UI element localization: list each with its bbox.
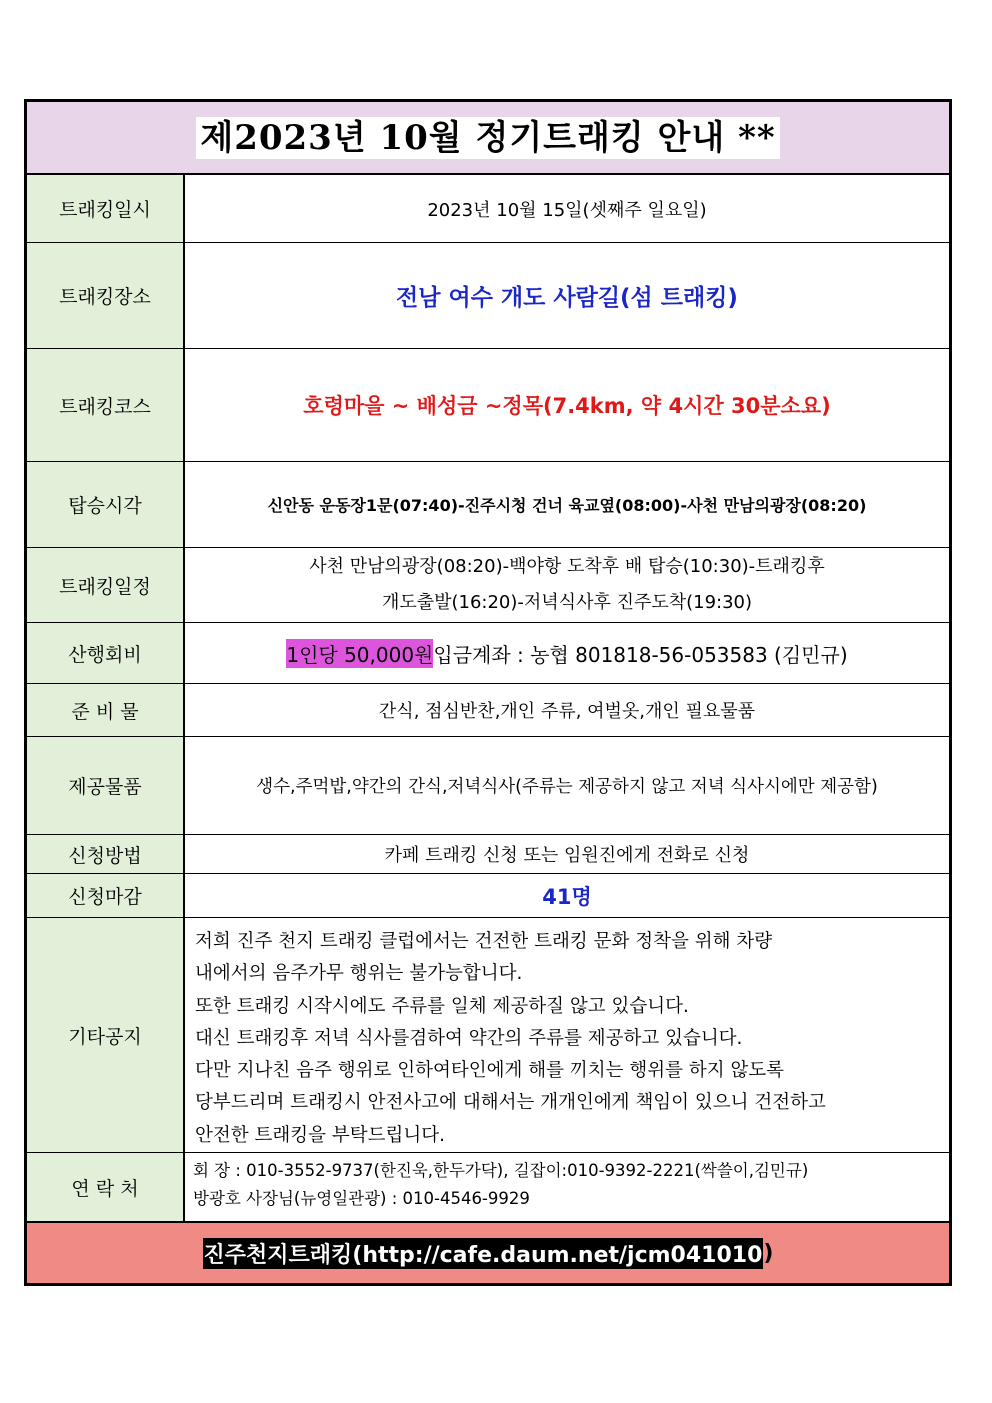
label-boarding: 탑승시각	[27, 462, 185, 547]
row-place	[27, 243, 949, 349]
schedule-line-1: 사천 만남의광장(08:20)-백야항 도착후 배 탑승(10:30)-트래킹후	[309, 556, 825, 577]
contact-line-2: 방광호 사장님(뉴영일관광) : 010-4546-9929	[193, 1189, 530, 1208]
footer-close-paren: )	[763, 1240, 774, 1266]
footer-banner	[27, 1221, 949, 1283]
fee-amount: 1인당 50,000원	[286, 639, 433, 668]
notice-line: 안전한 트래킹을 부탁드립니다.	[195, 1124, 445, 1146]
notice-line: 당부드리며 트래킹시 안전사고에 대해서는 개개인에게 책임이 있으니 건전하고	[195, 1092, 826, 1114]
value-contact	[185, 1153, 949, 1221]
row-notice	[27, 918, 949, 1153]
notice-line: 대신 트래킹후 저녁 식사를겸하여 약간의 주류를 제공하고 있습니다.	[195, 1027, 743, 1049]
label-prep: 준 비 물	[27, 684, 185, 736]
row-provided	[27, 737, 949, 835]
label-notice: 기타공지	[27, 918, 185, 1152]
row-fee	[27, 623, 949, 684]
value-schedule	[185, 548, 949, 622]
label-date: 트래킹일시	[27, 175, 185, 242]
value-course: 호령마을 ~ 배성금 ~정목(7.4km, 약 4시간 30분소요)	[303, 394, 831, 418]
label-fee: 산행회비	[27, 623, 185, 683]
label-provided: 제공물품	[27, 737, 185, 834]
notice-line: 또한 트래킹 시작시에도 주류를 일체 제공하질 않고 있습니다.	[195, 995, 689, 1017]
row-schedule	[27, 548, 949, 623]
notice-line: 다만 지나친 음주 행위로 인하여타인에게 해를 끼치는 행위를 하지 않도록	[195, 1060, 785, 1082]
page-title: 제2023년 10월 정기트래킹 안내 **	[196, 117, 779, 159]
schedule-line-2: 개도출발(16:20)-저녁식사후 진주도착(19:30)	[381, 592, 753, 613]
notice-sheet	[24, 99, 952, 1286]
row-prep	[27, 684, 949, 737]
value-prep: 간식, 점심반찬,개인 주류, 여벌옷,개인 필요물품	[378, 701, 756, 722]
contact-line-1: 회 장 : 010-3552-9737(한진욱,한두가닥), 길잡이:010-9392-2221(싹쓸이,김민규)	[193, 1161, 809, 1180]
row-boarding	[27, 462, 949, 548]
label-deadline: 신청마감	[27, 874, 185, 917]
label-place: 트래킹장소	[27, 243, 185, 348]
cafe-link[interactable]: 진주천지트래킹(http://cafe.daum.net/jcm041010	[203, 1238, 764, 1269]
value-date: 2023년 10월 15일(셋째주 일요일)	[427, 199, 707, 221]
label-schedule: 트래킹일정	[27, 548, 185, 622]
value-provided: 생수,주먹밥,약간의 간식,저녁식사(주류는 제공하지 않고 저녁 식사시에만 제공함)	[256, 777, 878, 797]
row-course	[27, 349, 949, 462]
value-deadline: 41명	[542, 884, 592, 909]
title-banner	[27, 102, 949, 175]
value-notice	[185, 918, 949, 1152]
notice-line: 내에서의 음주가무 행위는 불가능합니다.	[195, 963, 523, 985]
row-apply	[27, 835, 949, 874]
fee-account: 입금계좌 : 농협 801818-56-053583 (김민규)	[433, 642, 848, 667]
row-date	[27, 175, 949, 243]
row-deadline	[27, 874, 949, 918]
value-apply: 카페 트래킹 신청 또는 임원진에게 전화로 신청	[384, 845, 750, 866]
label-contact: 연 락 처	[27, 1153, 185, 1221]
value-place: 전남 여수 개도 사람길(섬 트래킹)	[396, 285, 738, 311]
notice-line: 저희 진주 천지 트래킹 클럽에서는 건전한 트래킹 문화 정착을 위해 차량	[195, 931, 773, 952]
value-boarding: 신안동 운동장1문(07:40)-진주시청 건너 육교옆(08:00)-사천 만남의광장(08:20)	[267, 496, 867, 515]
value-fee	[185, 623, 949, 683]
label-course: 트래킹코스	[27, 349, 185, 461]
row-contact	[27, 1153, 949, 1221]
label-apply: 신청방법	[27, 835, 185, 873]
